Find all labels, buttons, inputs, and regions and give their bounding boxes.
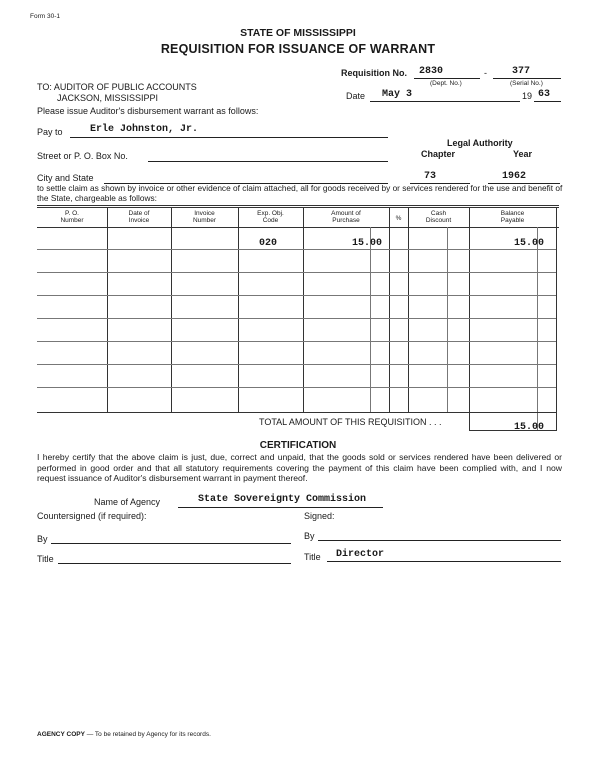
header-exp-obj-code: Exp. Obj. Code xyxy=(257,210,284,224)
row-line xyxy=(37,341,556,342)
street-label: Street or P. O. Box No. xyxy=(37,151,128,161)
title-value[interactable]: Director xyxy=(336,549,385,560)
instruction-text: Please issue Auditor's disbursement warrant as follows: xyxy=(37,106,259,116)
col-divider xyxy=(556,208,557,431)
requisition-label: Requisition No. xyxy=(341,68,407,78)
row-line xyxy=(37,364,556,365)
total-box-border xyxy=(469,412,470,431)
header-amount-of-purchase: Amount of Purchase xyxy=(331,210,361,224)
row-line xyxy=(37,249,556,250)
by-line-left[interactable] xyxy=(51,543,291,544)
col-divider xyxy=(107,208,108,413)
agency-value[interactable]: State Sovereignty Commission xyxy=(198,494,367,505)
header-balance-payable: Balance Payable xyxy=(500,210,525,224)
dept-no-value[interactable]: 2830 xyxy=(419,66,444,77)
dept-no-caption: (Dept. No.) xyxy=(430,80,462,87)
dept-no-line xyxy=(414,78,480,79)
countersigned-label: Countersigned (if required): xyxy=(37,511,147,521)
date-line xyxy=(370,101,520,102)
state-heading: STATE OF MISSISSIPPI xyxy=(240,27,356,39)
title-label-right: Title xyxy=(304,552,321,562)
table-header-border xyxy=(37,227,559,228)
header-invoice-number: Invoice Number xyxy=(192,210,217,224)
serial-no-line xyxy=(493,78,561,79)
pay-to-line xyxy=(70,137,388,138)
total-label: TOTAL AMOUNT OF THIS REQUISITION . . . xyxy=(259,417,442,427)
dash-separator: - xyxy=(484,68,487,78)
row1-amount[interactable]: 15.00 xyxy=(352,238,383,249)
agency-line xyxy=(178,507,383,508)
by-label-right: By xyxy=(304,531,315,541)
by-line-right[interactable] xyxy=(318,540,561,541)
year-label: Year xyxy=(513,149,533,159)
signed-label: Signed: xyxy=(304,511,335,521)
col-divider xyxy=(469,208,470,413)
col-divider xyxy=(171,208,172,413)
street-line[interactable] xyxy=(148,161,388,162)
year-line xyxy=(534,101,561,102)
cents-divider xyxy=(537,227,538,431)
city-label: City and State xyxy=(37,173,94,183)
year-value[interactable]: 63 xyxy=(538,89,551,100)
header-date-of-invoice: Date of Invoice xyxy=(128,210,150,224)
header-percent: % xyxy=(395,215,402,222)
table-top-border xyxy=(37,205,559,206)
date-label: Date xyxy=(346,91,366,101)
title-line-right xyxy=(327,561,561,562)
agency-copy-label: AGENCY COPY xyxy=(37,731,85,738)
header-po-number: P. O. Number xyxy=(60,210,84,224)
legal-authority-title: Legal Authority xyxy=(447,138,513,148)
agency-label: Name of Agency xyxy=(94,497,161,507)
cents-divider xyxy=(370,227,371,413)
cents-divider xyxy=(447,227,448,413)
pay-to-label: Pay to xyxy=(37,127,63,137)
col-divider xyxy=(389,208,390,413)
total-value[interactable]: 15.00 xyxy=(514,422,545,433)
col-divider xyxy=(303,208,304,413)
row1-balance[interactable]: 15.00 xyxy=(514,238,545,249)
header-cash-discount: Cash Discount xyxy=(425,210,452,224)
date-value[interactable]: May 3 xyxy=(382,89,413,100)
row1-exp-code[interactable]: 020 xyxy=(259,238,278,249)
charges-table xyxy=(37,205,559,431)
col-divider xyxy=(238,208,239,413)
addressee-line2: JACKSON, MISSISSIPPI xyxy=(57,93,159,103)
year-prefix: 19 xyxy=(522,91,533,101)
certification-title: CERTIFICATION xyxy=(259,440,337,451)
settle-text: to settle claim as shown by invoice or other evidence of claim attached, all for goods received by or services rendered for the use and benefit of the State, chargeable as follows: xyxy=(37,183,563,203)
serial-no-value[interactable]: 377 xyxy=(512,66,531,77)
by-label-left: By xyxy=(37,534,48,544)
form-number: Form 30-1 xyxy=(30,13,60,20)
row-line xyxy=(37,272,556,273)
certification-text: I hereby certify that the above claim is just, due, correct and unpaid, that the goods sold or services rendered have been delivered or performed in good order and that all statutory requirements covering the payment of this claim have been complied with, and I now request issuance of Auditor's disbursement warrant in payment thereof. xyxy=(37,452,562,483)
chapter-label: Chapter xyxy=(421,149,456,159)
form-title: REQUISITION FOR ISSUANCE OF WARRANT xyxy=(160,42,436,56)
pay-to-value[interactable]: Erle Johnston, Jr. xyxy=(90,124,199,135)
title-label-left: Title xyxy=(37,554,54,564)
table-bottom-border xyxy=(37,412,556,413)
col-divider xyxy=(408,208,409,413)
table-top-border-inner xyxy=(37,207,559,208)
legal-year-value[interactable]: 1962 xyxy=(502,171,527,182)
addressee-line1: TO: AUDITOR OF PUBLIC ACCOUNTS xyxy=(37,82,197,92)
footer-note xyxy=(37,731,211,738)
row-line xyxy=(37,295,556,296)
agency-copy-note: — To be retained by Agency for its records. xyxy=(84,731,211,738)
chapter-value[interactable]: 73 xyxy=(424,171,437,182)
title-line-left[interactable] xyxy=(58,563,291,564)
serial-no-caption: (Serial No.) xyxy=(510,80,543,87)
row-line xyxy=(37,387,556,388)
row-line xyxy=(37,318,556,319)
